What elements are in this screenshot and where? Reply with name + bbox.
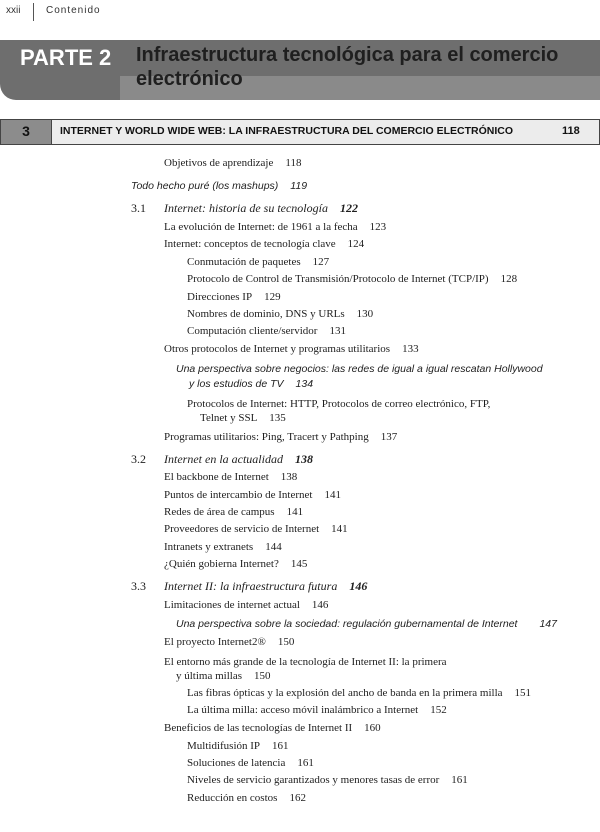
toc-section[interactable]: 3.1 Internet: historia de su tecnología 122	[131, 201, 358, 215]
toc-feature-entry[interactable]: Una perspectiva sobre la sociedad: regulación gubernamental de Internet 147	[176, 618, 557, 630]
toc-entry-cont[interactable]: y última millas 150	[176, 670, 271, 682]
toc-entry[interactable]: Redes de área de campus 141	[164, 506, 304, 518]
toc-entry[interactable]: Proveedores de servicio de Internet 141	[164, 523, 348, 535]
toc-section[interactable]: 3.3 Internet II: la infraestructura futura 146	[131, 579, 368, 593]
toc-entry[interactable]: ¿Quién gobierna Internet? 145	[164, 558, 308, 570]
toc-entry[interactable]: Todo hecho puré (los mashups) 119	[131, 180, 308, 192]
part-title: Infraestructura tecnológica para el comercio electrónico	[136, 44, 559, 90]
toc-entry[interactable]: La evolución de Internet: de 1961 a la fecha 123	[164, 221, 387, 233]
chapter-title: INTERNET Y WORLD WIDE WEB: LA INFRAESTRUCTURA DEL COMERCIO ELECTRÓNICO	[60, 125, 514, 137]
section-name: Contenido	[46, 5, 101, 16]
page-number: xxii	[6, 5, 21, 16]
part-label: PARTE 2	[20, 45, 112, 70]
toc-entry[interactable]: Las fibras ópticas y la explosión del ancho de banda en la primera milla 151	[187, 687, 532, 699]
toc-entry[interactable]: Conmutación de paquetes 127	[187, 256, 330, 268]
toc-entry[interactable]: Computación cliente/servidor 131	[187, 325, 346, 337]
toc-entry[interactable]: Objetivos de aprendizaje 118	[164, 157, 302, 169]
toc-entry[interactable]: Intranets y extranets 144	[164, 541, 282, 553]
toc-entry[interactable]: El proyecto Internet2® 150	[164, 636, 295, 648]
toc-entry[interactable]: Direcciones IP 129	[187, 291, 281, 303]
toc-entry[interactable]: Otros protocolos de Internet y programas utilitarios 133	[164, 343, 419, 355]
toc-entry[interactable]: Internet: conceptos de tecnología clave 124	[164, 238, 365, 250]
toc-entry[interactable]: Puntos de intercambio de Internet 141	[164, 489, 341, 501]
toc-entry[interactable]: Limitaciones de internet actual 146	[164, 599, 329, 611]
toc-section[interactable]: 3.2 Internet en la actualidad 138	[131, 452, 313, 466]
toc-entry[interactable]: Nombres de dominio, DNS y URLs 130	[187, 308, 374, 320]
toc-entry[interactable]: Niveles de servicio garantizados y menores tasas de error 161	[187, 774, 468, 786]
toc-entry[interactable]: El backbone de Internet 138	[164, 471, 298, 483]
toc-entry-cont[interactable]: Telnet y SSL 135	[200, 412, 286, 424]
section-number: 3.2	[131, 452, 146, 466]
toc-entry[interactable]: El entorno más grande de la tecnología de Internet II: la primera	[164, 656, 447, 668]
header-divider	[33, 3, 34, 21]
toc-entry[interactable]: Programas utilitarios: Ping, Tracert y Pathping 137	[164, 431, 398, 443]
chapter-heading[interactable]	[0, 119, 600, 145]
chapter-number: 3	[22, 123, 30, 139]
toc-feature-entry[interactable]: Una perspectiva sobre negocios: las redes de igual a igual rescatan Hollywood	[176, 363, 543, 375]
part-banner	[0, 40, 600, 100]
toc-entry[interactable]: Multidifusión IP 161	[187, 740, 289, 752]
toc-feature-entry-cont[interactable]: y los estudios de TV 134	[189, 378, 314, 390]
toc-entry[interactable]: Protocolo de Control de Transmisión/Protocolo de Internet (TCP/IP) 128	[187, 273, 518, 285]
toc-entry[interactable]: Soluciones de latencia 161	[187, 757, 314, 769]
chapter-page: 118	[562, 125, 580, 137]
toc-entry[interactable]: Beneficios de las tecnologías de Internet II 160	[164, 722, 381, 734]
section-number: 3.1	[131, 201, 146, 215]
section-number: 3.3	[131, 579, 146, 593]
toc-entry[interactable]: La última milla: acceso móvil inalámbrico a Internet 152	[187, 704, 447, 716]
toc-entry[interactable]: Reducción en costos 162	[187, 792, 306, 804]
toc-entry[interactable]: Protocolos de Internet: HTTP, Protocolos de correo electrónico, FTP,	[187, 398, 491, 410]
